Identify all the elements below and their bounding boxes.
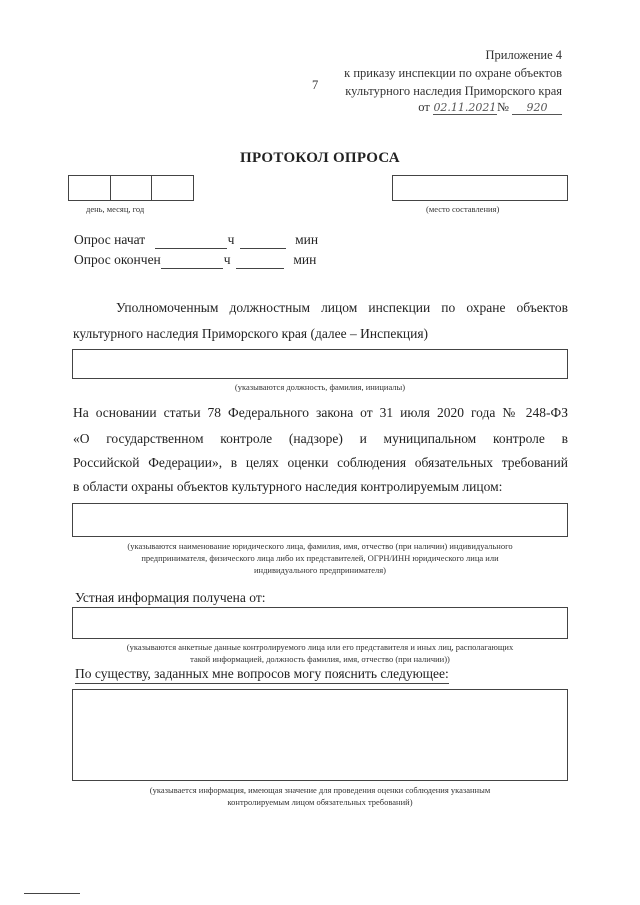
oral-caption <box>0 641 640 665</box>
essence-caption-line-2: контролируемым лицом обязательных требований) <box>227 797 413 807</box>
date-caption: день, месяц, год <box>86 204 145 214</box>
survey-start-row <box>74 232 318 249</box>
official-field[interactable] <box>72 349 568 379</box>
end-minutes-field[interactable] <box>236 252 284 269</box>
survey-end-label: Опрос окончен <box>74 252 161 267</box>
controlled-caption <box>0 540 640 576</box>
day-box[interactable] <box>68 175 110 201</box>
start-hours-field[interactable] <box>155 232 227 249</box>
survey-end-row <box>74 252 316 269</box>
basis-line-3: Российской Федерации», в целях оценки соблюдения обязательных требований <box>73 455 568 470</box>
start-minutes-field[interactable] <box>240 232 286 249</box>
number-sign: № <box>496 100 509 114</box>
basis-line-1: На основании статьи 78 Федерального закона от 31 июля 2020 года № 248-ФЗ <box>73 405 568 420</box>
oral-info-field[interactable] <box>72 607 568 639</box>
controlled-caption-line-2: предпринимателя, физического лица либо их представителей, ОГРН/ИНН юридического лица или <box>141 553 499 563</box>
basis-line-2: «О государственном контроле (надзоре) и муниципальном контроле в <box>73 431 568 446</box>
appendix-order-line: к приказу инспекции по охране объектов <box>344 66 562 80</box>
official-caption: (указываются должность, фамилия, инициалы) <box>234 382 406 392</box>
essence-label: По существу, заданных мне вопросов могу пояснить следующее: <box>75 666 449 684</box>
controlled-caption-line-3: индивидуального предпринимателя) <box>254 565 386 575</box>
place-caption: (место составления) <box>426 204 500 214</box>
appendix-title: Приложение 4 <box>485 48 562 62</box>
page-number: 7 <box>312 78 319 92</box>
essence-caption-line-1: (указывается информация, имеющая значение для проведения оценки соблюдения указанным <box>149 785 491 795</box>
end-hours-field[interactable] <box>161 252 223 269</box>
basis-line-4: в области охраны объектов культурного наследия контролируемым лицом: <box>73 479 503 494</box>
place-box[interactable] <box>392 175 568 201</box>
minutes-abbr: мин <box>293 252 317 267</box>
essence-caption <box>0 784 640 808</box>
oral-info-label: Устная информация получена от: <box>75 590 266 605</box>
number-handwritten: 920 <box>512 101 562 115</box>
controlled-person-field[interactable] <box>72 503 568 537</box>
controlled-caption-line-1: (указываются наименование юридического лица, фамилия, имя, отчество (при наличии) индивидуального <box>127 541 513 551</box>
date-handwritten: 02.11.2021 <box>433 101 497 114</box>
footnote-separator <box>24 893 80 894</box>
date-prefix: от <box>418 100 430 114</box>
essence-field[interactable] <box>72 689 568 781</box>
hours-abbr: ч <box>223 252 231 267</box>
oral-caption-line-2: такой информацией, должность фамилия, имя, отчество (при наличии)) <box>190 654 450 664</box>
intro-line-1: Уполномоченным должностным лицом инспекции по охране объектов <box>116 300 568 315</box>
appendix-authority-line: культурного наследия Приморского края <box>345 84 562 98</box>
date-boxes <box>68 175 194 201</box>
year-box[interactable] <box>151 175 194 201</box>
hours-abbr: ч <box>227 232 235 247</box>
minutes-abbr: мин <box>295 232 319 247</box>
intro-line-2: культурного наследия Приморского края (далее – Инспекция) <box>73 326 429 341</box>
month-box[interactable] <box>110 175 152 201</box>
appendix-date-line <box>418 100 562 115</box>
page-title: ПРОТОКОЛ ОПРОСА <box>240 150 400 166</box>
oral-caption-line-1: (указываются анкетные данные контролируемого лица или его представителя и иных лиц, располагающих <box>126 642 514 652</box>
survey-start-label: Опрос начат <box>74 232 146 247</box>
